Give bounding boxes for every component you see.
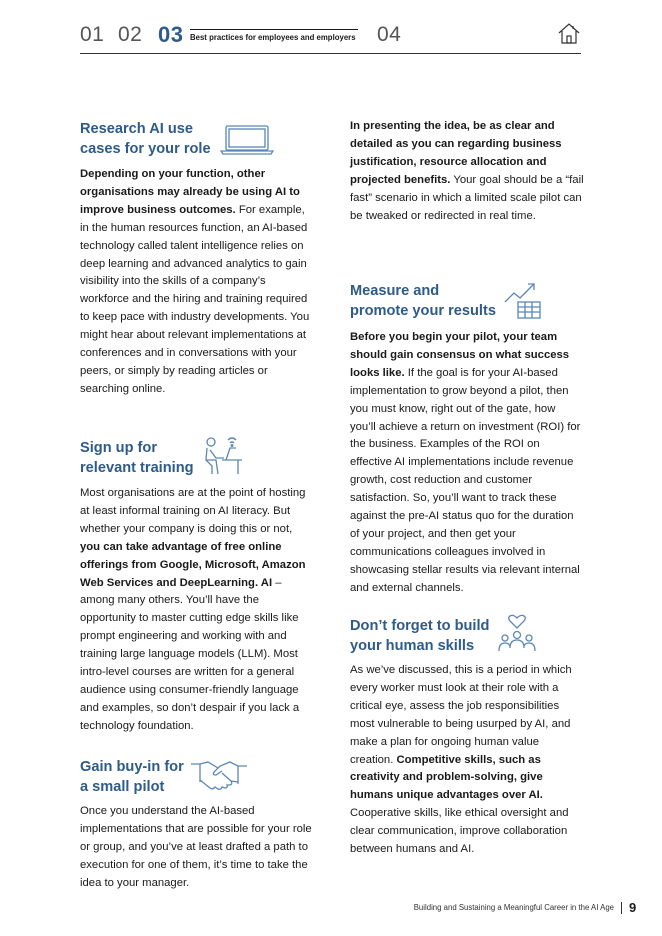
people-heart-icon	[498, 614, 536, 654]
handshake-icon	[190, 758, 248, 792]
title-line: your human skills	[350, 638, 475, 654]
emphasis-text: you can take advantage of free online offerings from Google, Microsoft, Amazon Web Services and DeepLearning. AI	[80, 540, 306, 589]
body-text: Once you understand the AI-based implementations that are possible for your role or group, and you’ve at least drafted a path to execution for one of them, it’s time to take the idea to your manager.	[80, 805, 312, 889]
nav-item-04[interactable]: 04	[377, 23, 402, 46]
emphasis-text: Before you begin your pilot, your team should gain consensus on what success looks like.	[350, 331, 570, 379]
emphasis-text: In presenting the idea, be as clear and detailed as you can regarding business justification, resource allocation and projected benefits.	[350, 120, 562, 186]
body-text: For example, in the human resources function, an AI-based technology called talent intelligence relies on deep learning and advanced analytics to gain visibility into the skills of a company’s workforce and the hiring and training required to keep pace with industry developments. You might hear about relevant implementations at conferences and in conversations with your peers, or simply by reading articles or searching online.	[80, 203, 310, 395]
body-text: Your goal should be a “fail fast” scenario in which a limited scale pilot can be tweaked or redirected in real time.	[350, 173, 584, 222]
title-line: Sign up for	[80, 440, 158, 456]
footer-divider	[621, 902, 622, 914]
home-icon[interactable]	[557, 22, 581, 44]
body-text: If the goal is for your AI-based implementation to grow beyond a pilot, then you must know, right out of the gate, how you’ll achieve a return on investment (ROI) for the business. Examples of the ROI on effective AI implementations include revenue growth, cost reduction and customer satisfaction. So, you’ll want to track these against the pre-AI status quo for the duration of your project, and then get your communications colleagues involved in showcasing stellar results via relevant internal and external channels.	[350, 366, 581, 594]
section-title-pilot	[80, 757, 184, 797]
title-line: Measure and	[350, 283, 440, 299]
laptop-icon	[220, 124, 274, 156]
paragraph-measure	[350, 329, 584, 598]
footer-document-title: Building and Sustaining a Meaningful Career in the AI Age	[413, 903, 614, 912]
title-line: Don’t forget to build	[350, 618, 490, 634]
nav-item-01[interactable]: 01	[80, 23, 105, 46]
title-line: Research AI use	[80, 121, 194, 137]
body-text: – among many others. You’ll have the opportunity to master cutting edge skills like prompt engineering and working with and training large language models (LLM). Most intro-level courses are written for a general audience using consumer-friendly language and examples, so don’t despair if you lack a technology foundation.	[80, 576, 300, 732]
title-line: promote your results	[350, 303, 496, 319]
nav-active-title: Best practices for employees and employers	[190, 33, 356, 42]
section-title-human-skills	[350, 616, 489, 656]
section-title-research	[80, 119, 211, 159]
emphasis-text: Competitive skills, such as creativity and problem-solving, give humans unique advantages over AI.	[350, 753, 543, 802]
body-text: Most organisations are at the point of hosting at least informal training on AI literacy. But whether your company is doing this or not,	[80, 487, 306, 535]
page-number: 9	[629, 900, 637, 915]
nav-title-divider	[190, 29, 358, 30]
paragraph-human-skills	[350, 662, 584, 859]
nav-item-02[interactable]: 02	[118, 23, 143, 46]
emphasis-text: Depending on your function, other organisations may already be using AI to improve business outcomes.	[80, 168, 300, 216]
paragraph-research	[80, 166, 312, 399]
header-divider	[80, 53, 581, 54]
title-line: cases for your role	[80, 141, 211, 157]
paragraph-pilot-part1	[80, 803, 312, 893]
section-nav	[80, 20, 581, 54]
section-title-training	[80, 438, 194, 478]
paragraph-pilot-part2	[350, 118, 584, 225]
growth-chart-icon	[504, 280, 544, 320]
paragraph-training	[80, 485, 312, 736]
body-text: As we’ve discussed, this is a period in which every worker must look at their role with a critical eye, assess the job responsibilities most vulnerable to being usurped by AI, and make a plan for ongoing human value creation.	[350, 664, 572, 766]
title-line: a small pilot	[80, 779, 165, 795]
section-title-measure	[350, 281, 496, 321]
title-line: relevant training	[80, 460, 194, 476]
title-line: Gain buy-in for	[80, 759, 184, 775]
body-text: Cooperative skills, like ethical oversight and clear communication, improve collaboration between humans and AI.	[350, 807, 569, 856]
person-at-desk-icon	[202, 434, 244, 476]
nav-item-03-active[interactable]: 03	[158, 22, 184, 47]
